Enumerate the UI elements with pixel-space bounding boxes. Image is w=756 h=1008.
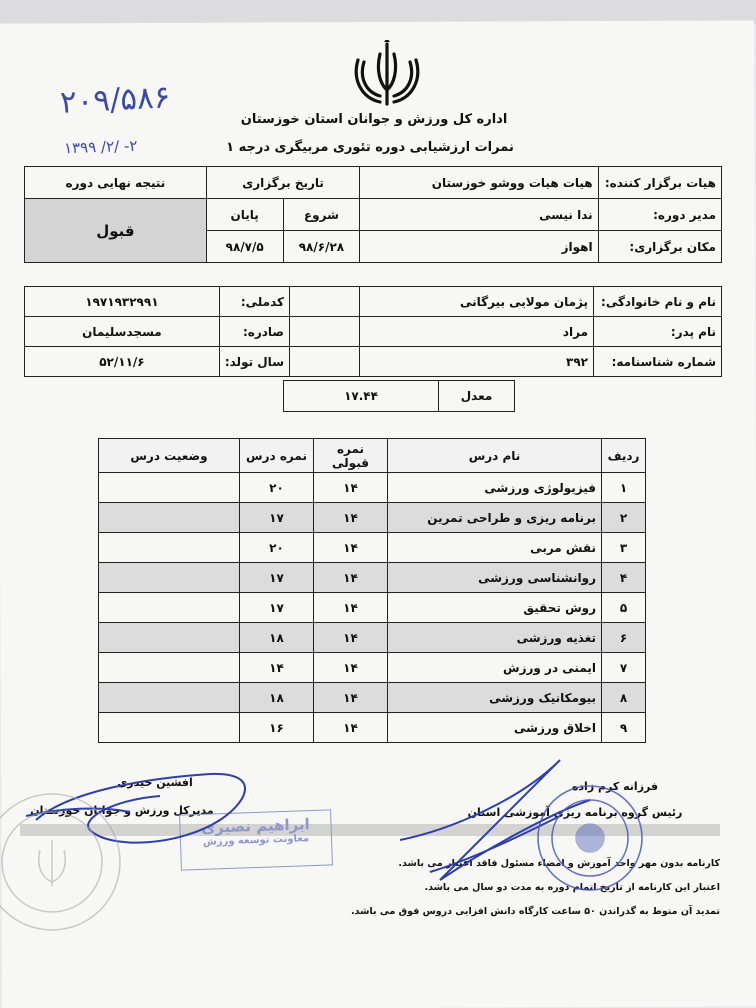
- end-date: ۹۸/۷/۵: [206, 231, 283, 263]
- empty-cell: [290, 347, 360, 377]
- birth-value: ۵۲/۱۱/۶: [25, 347, 220, 377]
- row-number: ۵: [602, 593, 646, 623]
- pass-mark: ۱۴: [314, 623, 388, 653]
- pass-mark: ۱۴: [314, 563, 388, 593]
- row-number: ۱: [602, 473, 646, 503]
- course-status: [99, 623, 240, 653]
- pass-mark: ۱۴: [314, 653, 388, 683]
- course-grade: ۱۷: [240, 563, 314, 593]
- name-value: پژمان مولایی بیرگانی: [360, 287, 594, 317]
- course-status: [99, 653, 240, 683]
- pass-mark: ۱۴: [314, 533, 388, 563]
- course-status: [99, 713, 240, 743]
- issued-value: مسجدسلیمان: [25, 317, 220, 347]
- average-value: ۱۷.۴۴: [284, 381, 439, 412]
- place-value: اهواز: [360, 231, 598, 263]
- course-status: [99, 503, 240, 533]
- pass-mark: ۱۴: [314, 473, 388, 503]
- average-label: معدل: [439, 381, 515, 412]
- grade-row: [99, 683, 646, 713]
- course-name: نقش مربی: [388, 533, 602, 563]
- course-grade: ۱۸: [240, 623, 314, 653]
- row-number: ۷: [602, 653, 646, 683]
- row-number: ۲: [602, 503, 646, 533]
- grade-row: [99, 623, 646, 653]
- row-number: ۴: [602, 563, 646, 593]
- organizer-value: هیات هیات ووشو خوزستان: [360, 167, 598, 199]
- course-grade: ۱۷: [240, 503, 314, 533]
- pass-mark: ۱۴: [314, 593, 388, 623]
- course-name: ایمنی در ورزش: [388, 653, 602, 683]
- result-header: نتیجه نهایی دوره: [25, 167, 207, 199]
- pass-mark: ۱۴: [314, 713, 388, 743]
- row-number: ۳: [602, 533, 646, 563]
- empty-cell: [290, 287, 360, 317]
- issued-label: صادره:: [219, 317, 289, 347]
- course-name: اخلاق ورزشی: [388, 713, 602, 743]
- grade-row: [99, 713, 646, 743]
- col-pass-header: نمره قبولی: [314, 439, 388, 473]
- course-name: برنامه ریزی و طراحی تمرین: [388, 503, 602, 533]
- note-1: کارنامه بدون مهر واحد آموزش و امضاء مسئول فاقد اعتبار می باشد.: [398, 858, 720, 869]
- col-status-header: وضعیت درس: [99, 439, 240, 473]
- course-status: [99, 533, 240, 563]
- iran-emblem-icon: [350, 40, 424, 110]
- left-signer-name: افشین حیدری: [117, 776, 193, 789]
- grade-row: [99, 563, 646, 593]
- organizer-label: هیات برگزار کننده:: [598, 167, 721, 199]
- left-signer-title: مدیرکل ورزش و جوانان خوزستان: [30, 804, 214, 817]
- father-value: مراد: [360, 317, 594, 347]
- note-3: تمدید آن منوط به گذراندن ۵۰ ساعت کارگاه دانش افزایی دروس فوق می باشد.: [350, 906, 720, 917]
- course-grade: ۱۴: [240, 653, 314, 683]
- course-name: روش تحقیق: [388, 593, 602, 623]
- grade-row: [99, 533, 646, 563]
- id-number-label: شماره شناسنامه:: [594, 347, 722, 377]
- course-status: [99, 563, 240, 593]
- father-label: نام پدر:: [594, 317, 722, 347]
- director-value: ندا نیسی: [360, 199, 598, 231]
- national-id-label: کدملی:: [219, 287, 289, 317]
- course-grade: ۲۰: [240, 533, 314, 563]
- col-grade-header: نمره درس: [240, 439, 314, 473]
- stamp-title: معاونت توسعه ورزش: [202, 833, 310, 848]
- course-grade: ۱۶: [240, 713, 314, 743]
- col-row-header: ردیف: [602, 439, 646, 473]
- course-grade: ۱۸: [240, 683, 314, 713]
- grades-table: [98, 438, 646, 743]
- course-grade: ۲۰: [240, 473, 314, 503]
- gray-band: [20, 824, 720, 836]
- course-status: [99, 683, 240, 713]
- grade-row: [99, 473, 646, 503]
- course-name: روانشناسی ورزشی: [388, 563, 602, 593]
- dates-header: تاریخ برگزاری: [206, 167, 360, 199]
- right-signer-name: فرزانه کرم زاده: [571, 780, 659, 793]
- pass-mark: ۱۴: [314, 683, 388, 713]
- course-status: [99, 473, 240, 503]
- average-table: [283, 380, 515, 412]
- handwritten-reference-number: ۲۰۹/۵۸۶: [59, 79, 172, 121]
- stamp-name: ابراهیم نصیری: [201, 815, 310, 837]
- pass-mark: ۱۴: [314, 503, 388, 533]
- right-signer-title: رئیس گروه برنامه ریزی آموزشی استان: [467, 806, 683, 819]
- row-number: ۸: [602, 683, 646, 713]
- grade-row: [99, 593, 646, 623]
- course-status: [99, 593, 240, 623]
- course-name: فیزیولوژی ورزشی: [388, 473, 602, 503]
- row-number: ۶: [602, 623, 646, 653]
- header-title: نمرات ارزشیابی دوره تئوری مربیگری درجه ۱: [226, 140, 514, 155]
- result-value: قبول: [25, 199, 207, 263]
- row-number: ۹: [602, 713, 646, 743]
- place-label: مکان برگزاری:: [598, 231, 721, 263]
- personal-info-table: [24, 286, 722, 377]
- grade-row: [99, 503, 646, 533]
- name-label: نام و نام خانوادگی:: [594, 287, 722, 317]
- course-info-table: [24, 166, 722, 263]
- course-grade: ۱۷: [240, 593, 314, 623]
- end-label: پایان: [206, 199, 283, 231]
- start-date: ۹۸/۶/۲۸: [283, 231, 360, 263]
- note-2: اعتبار این کارنامه از تاریخ اتمام دوره به مدت دو سال می باشد.: [424, 882, 720, 893]
- start-label: شروع: [283, 199, 360, 231]
- col-course-header: نام درس: [388, 439, 602, 473]
- national-id-value: ۱۹۷۱۹۳۲۹۹۱: [25, 287, 220, 317]
- id-number-value: ۳۹۲: [360, 347, 594, 377]
- handwritten-date: ۱۳۹۹ /۲/ -۲: [63, 136, 138, 158]
- empty-cell: [290, 317, 360, 347]
- course-name: بیومکانیک ورزشی: [388, 683, 602, 713]
- director-label: مدیر دوره:: [598, 199, 721, 231]
- grade-row: [99, 653, 646, 683]
- birth-label: سال تولد:: [219, 347, 289, 377]
- deputy-stamp: [179, 809, 333, 870]
- header-organization: اداره کل ورزش و جوانان استان خوزستان: [240, 112, 508, 127]
- course-name: تغذیه ورزشی: [388, 623, 602, 653]
